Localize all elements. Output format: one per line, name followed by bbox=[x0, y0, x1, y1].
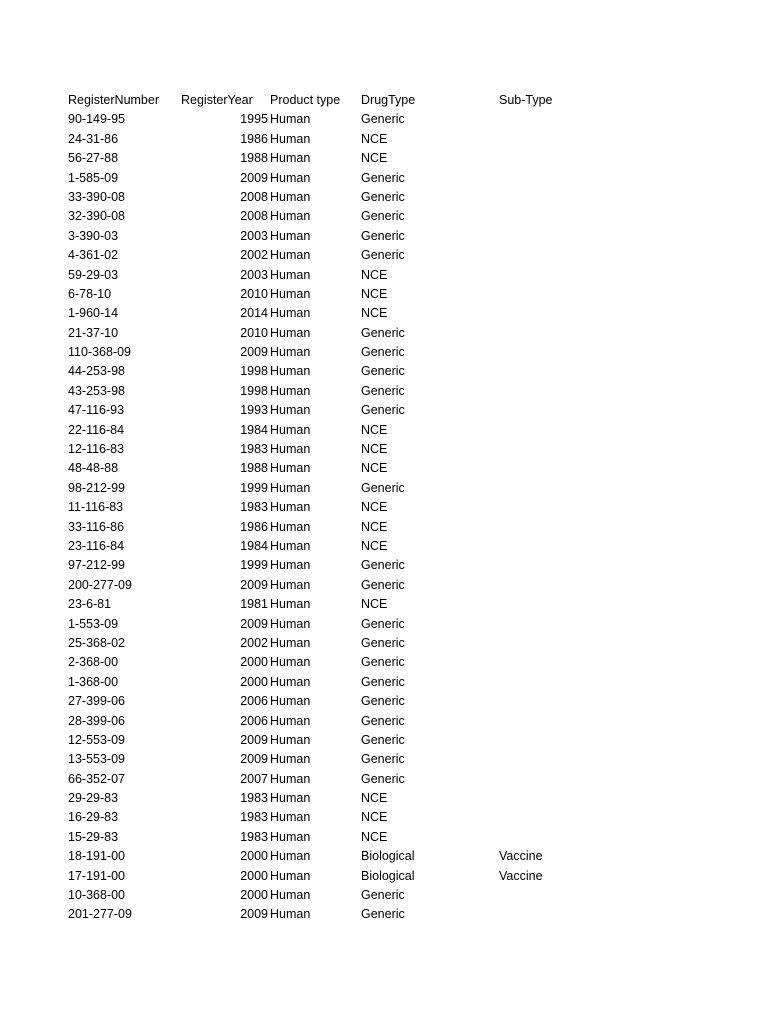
cell-register-number: 1-553-09 bbox=[68, 616, 119, 631]
cell-register-number: 12-553-09 bbox=[68, 732, 125, 747]
cell-register-number: 33-116-86 bbox=[68, 519, 125, 534]
cell-register-number: 12-116-83 bbox=[68, 442, 125, 457]
table-row bbox=[0, 634, 768, 653]
cell-register-number: 1-960-14 bbox=[68, 306, 119, 321]
cell-sub-type: Vaccine bbox=[499, 849, 543, 864]
cell-drug-type: Generic bbox=[361, 655, 405, 670]
table-row bbox=[0, 401, 768, 420]
cell-register-year: 1983 bbox=[240, 810, 268, 825]
cell-product-type: Human bbox=[270, 635, 311, 650]
cell-register-year: 2009 bbox=[240, 616, 268, 631]
header-drug-type: DrugType bbox=[361, 93, 416, 107]
cell-product-type: Human bbox=[270, 306, 311, 321]
cell-product-type: Human bbox=[270, 732, 311, 747]
cell-register-number: 44-253-98 bbox=[68, 364, 125, 379]
cell-product-type: Human bbox=[270, 248, 311, 263]
table-row bbox=[0, 886, 768, 905]
cell-register-year: 1984 bbox=[240, 538, 268, 553]
cell-drug-type: Generic bbox=[361, 558, 405, 573]
table-row bbox=[0, 246, 768, 265]
cell-drug-type: Generic bbox=[361, 209, 405, 224]
cell-register-number: 97-212-99 bbox=[68, 558, 125, 573]
cell-register-number: 1-368-00 bbox=[68, 674, 119, 689]
cell-product-type: Human bbox=[270, 461, 311, 476]
cell-drug-type: Generic bbox=[361, 364, 405, 379]
table-row bbox=[0, 130, 768, 149]
cell-register-year: 2000 bbox=[240, 674, 268, 689]
cell-drug-type: NCE bbox=[361, 791, 388, 806]
cell-register-number: 27-399-06 bbox=[68, 694, 125, 709]
cell-drug-type: Generic bbox=[361, 752, 405, 767]
cell-register-year: 2002 bbox=[240, 635, 268, 650]
cell-register-number: 16-29-83 bbox=[68, 810, 119, 825]
cell-register-year: 2006 bbox=[240, 694, 268, 709]
cell-product-type: Human bbox=[270, 189, 311, 204]
table-row bbox=[0, 459, 768, 478]
cell-register-number: 4-361-02 bbox=[68, 248, 119, 263]
cell-register-number: 90-149-95 bbox=[68, 112, 125, 127]
table-row bbox=[0, 440, 768, 459]
cell-register-number: 1-585-09 bbox=[68, 170, 119, 185]
cell-drug-type: NCE bbox=[361, 810, 388, 825]
header-register-number: RegisterNumber bbox=[68, 93, 160, 107]
cell-register-year: 1988 bbox=[240, 151, 268, 166]
cell-drug-type: NCE bbox=[361, 829, 388, 844]
cell-drug-type: NCE bbox=[361, 131, 388, 146]
cell-product-type: Human bbox=[270, 558, 311, 573]
cell-register-year: 1983 bbox=[240, 829, 268, 844]
table-row bbox=[0, 266, 768, 285]
cell-register-year: 2000 bbox=[240, 888, 268, 903]
cell-register-year: 2010 bbox=[240, 325, 268, 340]
cell-register-number: 21-37-10 bbox=[68, 325, 119, 340]
cell-drug-type: NCE bbox=[361, 306, 388, 321]
cell-drug-type: Generic bbox=[361, 732, 405, 747]
header-sub-type: Sub-Type bbox=[499, 93, 553, 107]
cell-product-type: Human bbox=[270, 170, 311, 185]
table-row bbox=[0, 227, 768, 246]
cell-drug-type: NCE bbox=[361, 597, 388, 612]
table-row bbox=[0, 673, 768, 692]
table-row bbox=[0, 285, 768, 304]
cell-product-type: Human bbox=[270, 480, 311, 495]
table-row bbox=[0, 847, 768, 866]
cell-product-type: Human bbox=[270, 694, 311, 709]
cell-register-year: 2006 bbox=[240, 713, 268, 728]
table-row bbox=[0, 615, 768, 634]
cell-product-type: Human bbox=[270, 325, 311, 340]
cell-register-year: 2000 bbox=[240, 868, 268, 883]
cell-register-year: 2002 bbox=[240, 248, 268, 263]
cell-register-year: 1993 bbox=[240, 403, 268, 418]
cell-drug-type: Generic bbox=[361, 228, 405, 243]
cell-register-number: 98-212-99 bbox=[68, 480, 125, 495]
table-row bbox=[0, 169, 768, 188]
table-row bbox=[0, 479, 768, 498]
cell-drug-type: Generic bbox=[361, 248, 405, 263]
cell-product-type: Human bbox=[270, 597, 311, 612]
table-row bbox=[0, 653, 768, 672]
table-row bbox=[0, 867, 768, 886]
cell-product-type: Human bbox=[270, 829, 311, 844]
cell-register-year: 1999 bbox=[240, 558, 268, 573]
table-row bbox=[0, 537, 768, 556]
cell-register-number: 24-31-86 bbox=[68, 131, 119, 146]
cell-register-year: 1998 bbox=[240, 383, 268, 398]
cell-register-number: 15-29-83 bbox=[68, 829, 119, 844]
cell-product-type: Human bbox=[270, 713, 311, 728]
table-row bbox=[0, 304, 768, 323]
cell-register-number: 18-191-00 bbox=[68, 849, 125, 864]
cell-register-number: 66-352-07 bbox=[68, 771, 125, 786]
cell-product-type: Human bbox=[270, 345, 311, 360]
cell-register-year: 2000 bbox=[240, 849, 268, 864]
table-row bbox=[0, 110, 768, 129]
cell-register-number: 13-553-09 bbox=[68, 752, 125, 767]
cell-register-year: 2009 bbox=[240, 577, 268, 592]
cell-product-type: Human bbox=[270, 442, 311, 457]
cell-register-year: 2009 bbox=[240, 907, 268, 922]
cell-sub-type: Vaccine bbox=[499, 868, 543, 883]
cell-product-type: Human bbox=[270, 383, 311, 398]
cell-product-type: Human bbox=[270, 674, 311, 689]
cell-drug-type: Generic bbox=[361, 674, 405, 689]
table-row bbox=[0, 828, 768, 847]
table-row bbox=[0, 712, 768, 731]
cell-register-year: 1988 bbox=[240, 461, 268, 476]
cell-drug-type: NCE bbox=[361, 442, 388, 457]
cell-product-type: Human bbox=[270, 500, 311, 515]
cell-drug-type: Generic bbox=[361, 635, 405, 650]
cell-drug-type: Generic bbox=[361, 907, 405, 922]
table-row bbox=[0, 382, 768, 401]
cell-product-type: Human bbox=[270, 422, 311, 437]
cell-drug-type: NCE bbox=[361, 519, 388, 534]
cell-register-year: 1981 bbox=[240, 597, 268, 612]
table-row bbox=[0, 595, 768, 614]
cell-product-type: Human bbox=[270, 888, 311, 903]
cell-drug-type: Generic bbox=[361, 694, 405, 709]
cell-drug-type: NCE bbox=[361, 500, 388, 515]
table-row bbox=[0, 207, 768, 226]
cell-drug-type: Generic bbox=[361, 170, 405, 185]
cell-product-type: Human bbox=[270, 286, 311, 301]
cell-register-year: 1995 bbox=[240, 112, 268, 127]
cell-register-number: 10-368-00 bbox=[68, 888, 125, 903]
table-row bbox=[0, 343, 768, 362]
table-row bbox=[0, 324, 768, 343]
cell-product-type: Human bbox=[270, 655, 311, 670]
cell-product-type: Human bbox=[270, 849, 311, 864]
cell-register-year: 2000 bbox=[240, 655, 268, 670]
cell-product-type: Human bbox=[270, 267, 311, 282]
cell-product-type: Human bbox=[270, 519, 311, 534]
cell-drug-type: Generic bbox=[361, 383, 405, 398]
cell-product-type: Human bbox=[270, 403, 311, 418]
cell-register-number: 6-78-10 bbox=[68, 286, 112, 301]
cell-register-year: 2014 bbox=[240, 306, 268, 321]
cell-drug-type: NCE bbox=[361, 267, 388, 282]
cell-product-type: Human bbox=[270, 538, 311, 553]
cell-register-year: 2009 bbox=[240, 345, 268, 360]
cell-register-year: 1983 bbox=[240, 500, 268, 515]
cell-register-number: 48-48-88 bbox=[68, 461, 119, 476]
cell-register-number: 59-29-03 bbox=[68, 267, 119, 282]
cell-product-type: Human bbox=[270, 810, 311, 825]
cell-register-year: 1983 bbox=[240, 442, 268, 457]
cell-register-number: 201-277-09 bbox=[68, 907, 132, 922]
cell-register-number: 28-399-06 bbox=[68, 713, 125, 728]
cell-drug-type: Biological bbox=[361, 868, 415, 883]
cell-register-year: 1999 bbox=[240, 480, 268, 495]
cell-register-year: 1983 bbox=[240, 791, 268, 806]
cell-product-type: Human bbox=[270, 907, 311, 922]
cell-product-type: Human bbox=[270, 752, 311, 767]
table-row bbox=[0, 421, 768, 440]
cell-register-number: 33-390-08 bbox=[68, 189, 125, 204]
cell-register-year: 2008 bbox=[240, 189, 268, 204]
table-row bbox=[0, 576, 768, 595]
cell-product-type: Human bbox=[270, 791, 311, 806]
cell-register-number: 25-368-02 bbox=[68, 635, 125, 650]
table-row bbox=[0, 808, 768, 827]
spreadsheet-table bbox=[0, 91, 768, 925]
header-product-type: Product type bbox=[270, 93, 341, 107]
cell-register-number: 110-368-09 bbox=[68, 345, 132, 360]
cell-register-year: 1984 bbox=[240, 422, 268, 437]
cell-product-type: Human bbox=[270, 112, 311, 127]
cell-drug-type: NCE bbox=[361, 538, 388, 553]
cell-drug-type: Generic bbox=[361, 112, 405, 127]
cell-drug-type: NCE bbox=[361, 151, 388, 166]
cell-register-number: 47-116-93 bbox=[68, 403, 125, 418]
cell-drug-type: Biological bbox=[361, 849, 415, 864]
cell-drug-type: Generic bbox=[361, 325, 405, 340]
cell-product-type: Human bbox=[270, 151, 311, 166]
cell-drug-type: Generic bbox=[361, 771, 405, 786]
table-body bbox=[0, 110, 768, 924]
cell-register-number: 17-191-00 bbox=[68, 868, 125, 883]
cell-register-year: 1986 bbox=[240, 131, 268, 146]
cell-drug-type: Generic bbox=[361, 403, 405, 418]
cell-register-number: 23-6-81 bbox=[68, 597, 112, 612]
table-row bbox=[0, 498, 768, 517]
cell-register-number: 23-116-84 bbox=[68, 538, 125, 553]
cell-drug-type: Generic bbox=[361, 616, 405, 631]
cell-drug-type: Generic bbox=[361, 480, 405, 495]
table-row bbox=[0, 905, 768, 924]
cell-product-type: Human bbox=[270, 771, 311, 786]
cell-product-type: Human bbox=[270, 868, 311, 883]
table-row bbox=[0, 362, 768, 381]
cell-register-year: 2003 bbox=[240, 228, 268, 243]
table-row bbox=[0, 188, 768, 207]
cell-register-number: 29-29-83 bbox=[68, 791, 119, 806]
cell-register-year: 1986 bbox=[240, 519, 268, 534]
cell-register-number: 22-116-84 bbox=[68, 422, 125, 437]
cell-product-type: Human bbox=[270, 228, 311, 243]
cell-product-type: Human bbox=[270, 209, 311, 224]
table-row bbox=[0, 692, 768, 711]
table-row bbox=[0, 731, 768, 750]
cell-drug-type: Generic bbox=[361, 888, 405, 903]
cell-register-year: 2008 bbox=[240, 209, 268, 224]
cell-drug-type: Generic bbox=[361, 189, 405, 204]
cell-register-year: 2009 bbox=[240, 732, 268, 747]
cell-drug-type: NCE bbox=[361, 286, 388, 301]
cell-register-number: 3-390-03 bbox=[68, 228, 119, 243]
header-row bbox=[0, 91, 768, 110]
cell-register-number: 56-27-88 bbox=[68, 151, 119, 166]
cell-register-number: 32-390-08 bbox=[68, 209, 125, 224]
cell-drug-type: Generic bbox=[361, 345, 405, 360]
cell-register-year: 2003 bbox=[240, 267, 268, 282]
table-row bbox=[0, 149, 768, 168]
table-row bbox=[0, 556, 768, 575]
cell-product-type: Human bbox=[270, 616, 311, 631]
table-row bbox=[0, 789, 768, 808]
cell-register-number: 200-277-09 bbox=[68, 577, 132, 592]
cell-drug-type: Generic bbox=[361, 713, 405, 728]
cell-register-year: 2010 bbox=[240, 286, 268, 301]
cell-drug-type: NCE bbox=[361, 422, 388, 437]
header-register-year: RegisterYear bbox=[181, 93, 253, 107]
table-row bbox=[0, 770, 768, 789]
table-row bbox=[0, 518, 768, 537]
cell-register-year: 2009 bbox=[240, 170, 268, 185]
cell-register-number: 2-368-00 bbox=[68, 655, 119, 670]
cell-register-year: 2007 bbox=[240, 771, 268, 786]
cell-register-year: 2009 bbox=[240, 752, 268, 767]
cell-register-number: 43-253-98 bbox=[68, 383, 125, 398]
table-row bbox=[0, 750, 768, 769]
cell-product-type: Human bbox=[270, 131, 311, 146]
cell-register-year: 1998 bbox=[240, 364, 268, 379]
cell-product-type: Human bbox=[270, 577, 311, 592]
cell-drug-type: Generic bbox=[361, 577, 405, 592]
cell-register-number: 11-116-83 bbox=[68, 500, 124, 515]
cell-drug-type: NCE bbox=[361, 461, 388, 476]
cell-product-type: Human bbox=[270, 364, 311, 379]
